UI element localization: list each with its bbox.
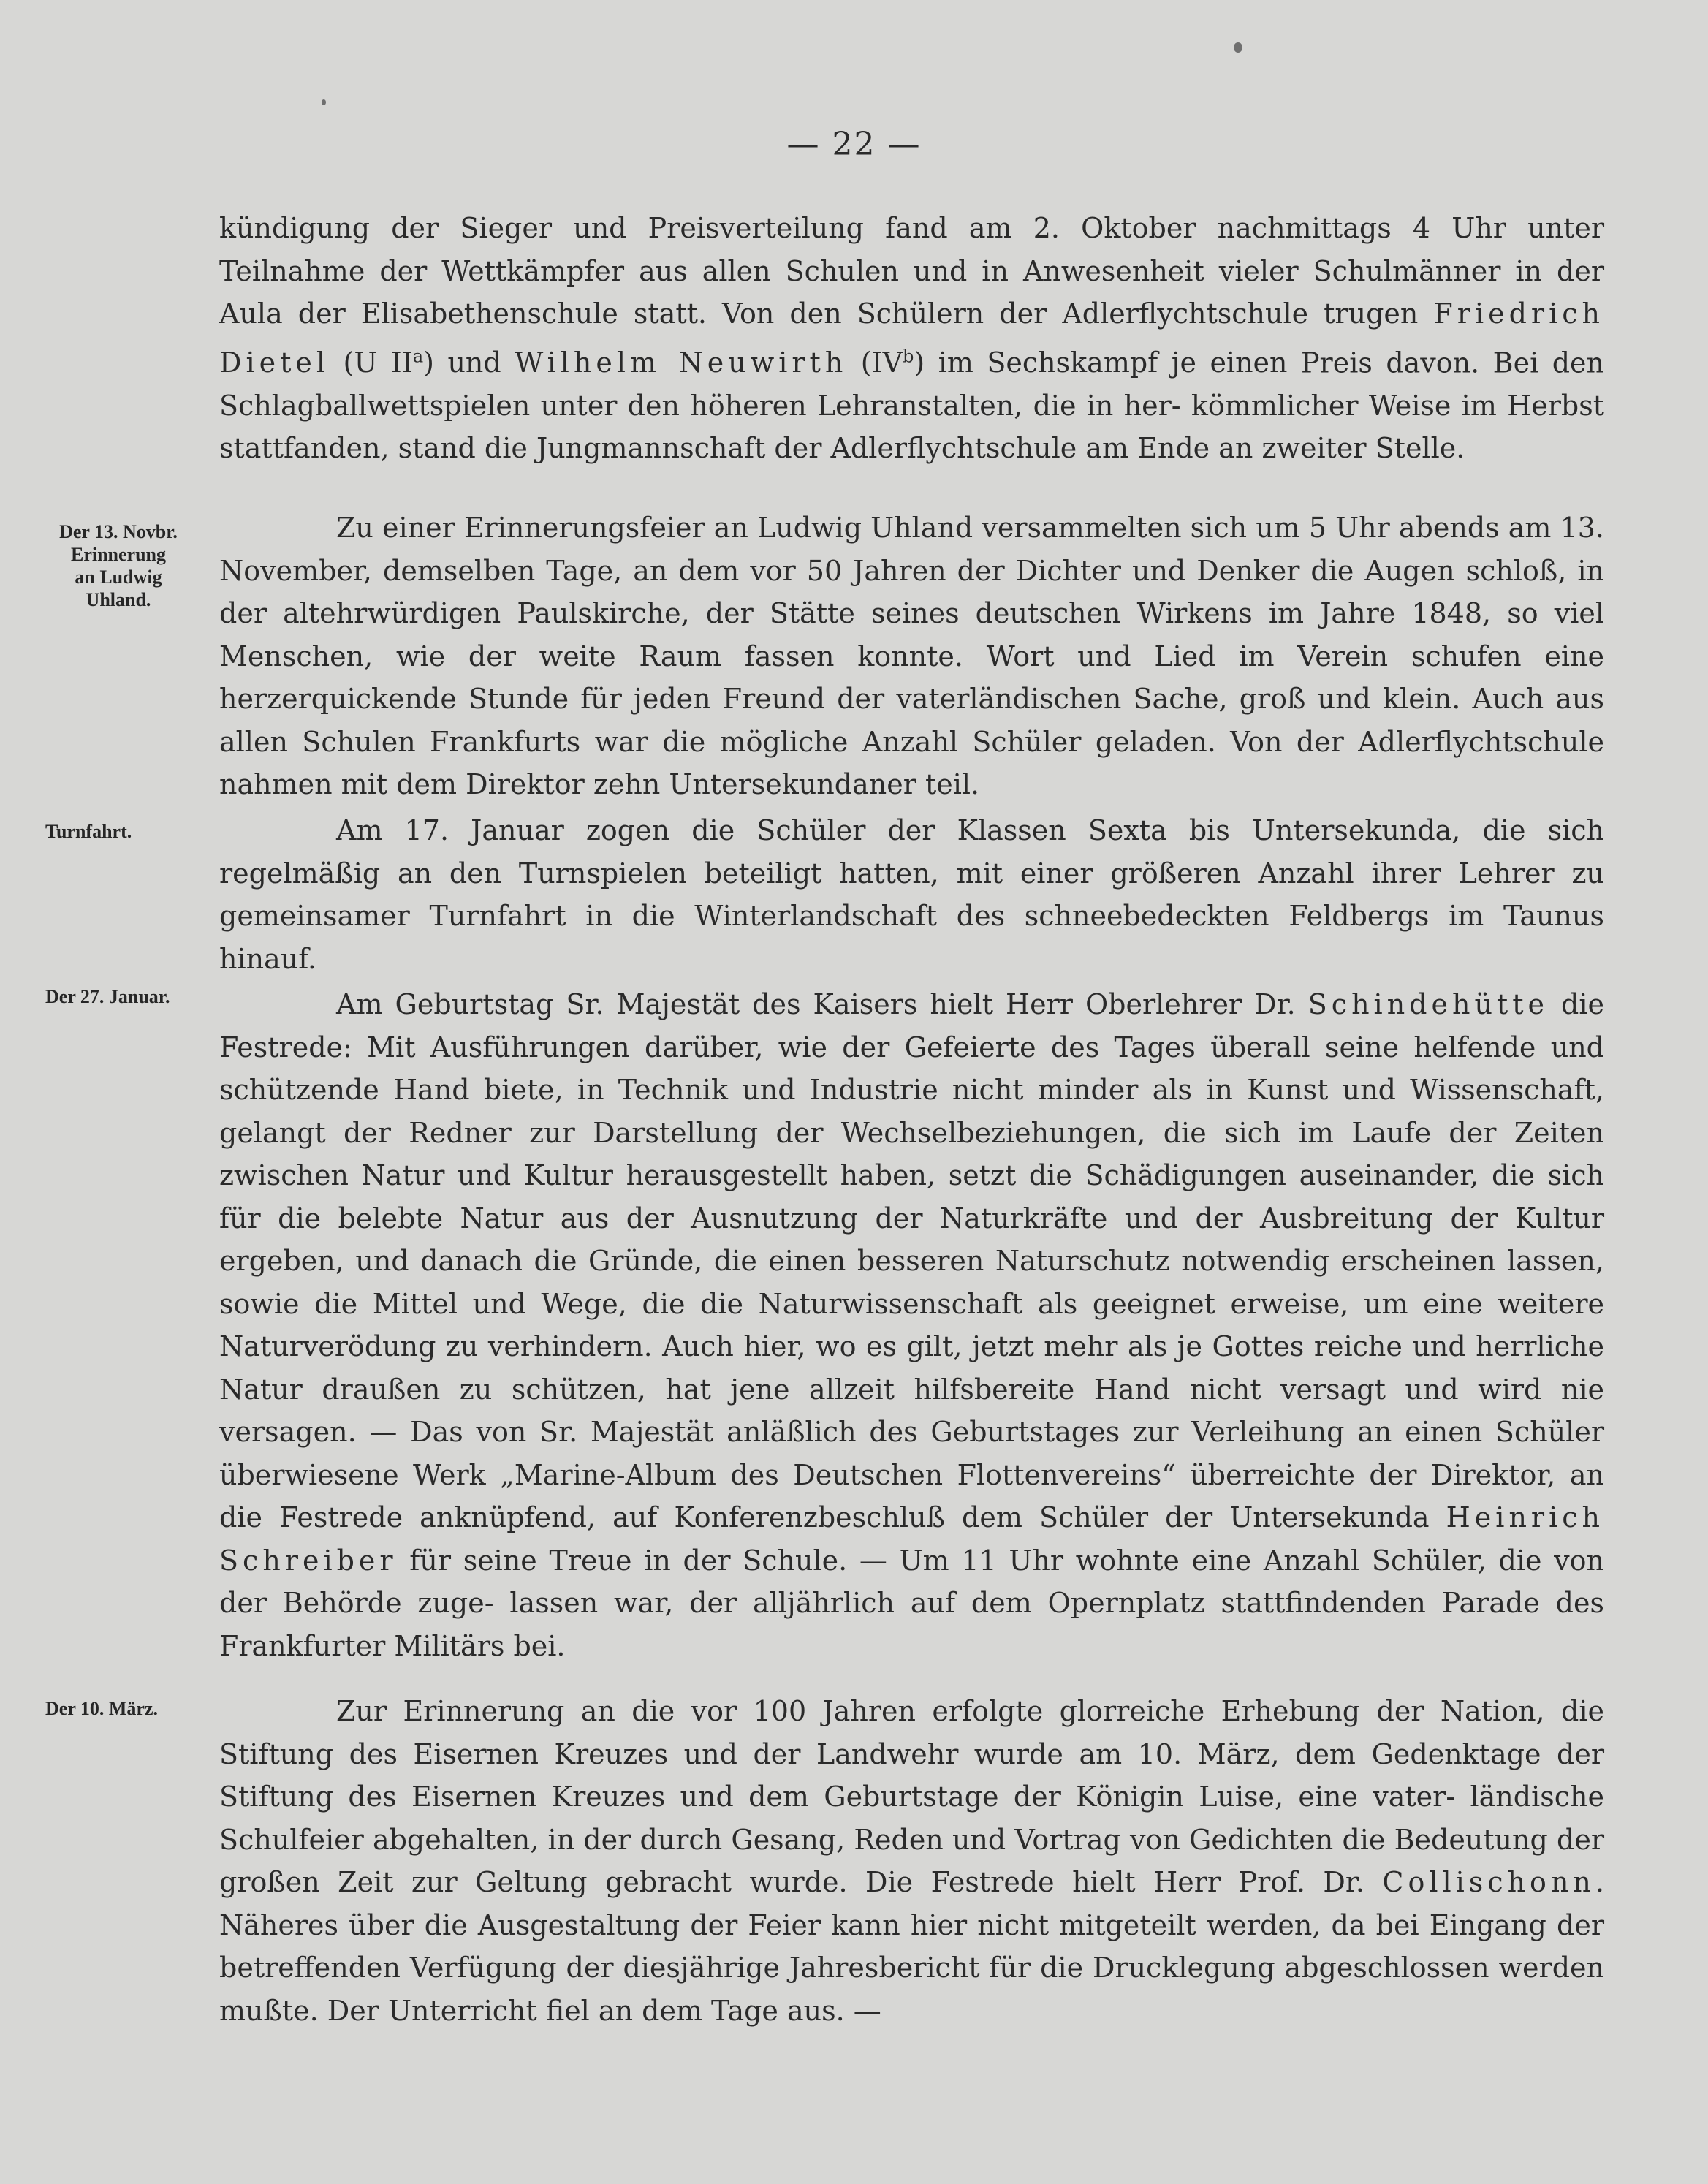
spaced-name: Heinrich Schreiber bbox=[219, 1501, 1604, 1577]
text-line bbox=[219, 255, 1542, 287]
text-segment: kündigung der Sieger und Preisverteilung fand am 2. Oktober nachmittags 4 Uhr unter bbox=[219, 212, 1604, 244]
paragraph bbox=[219, 507, 1604, 806]
text-segment: Zur Erinnerung an die vor 100 Jahren erfolgte glorreiche Erhebung der Nation, die bbox=[336, 1695, 1604, 1727]
text-block bbox=[219, 809, 1604, 980]
text-block bbox=[219, 1690, 1604, 2032]
text-segment: . Näheres über die Ausgestaltung der Feier kann hier nicht mitgeteilt bbox=[219, 1866, 1604, 1941]
text-segment: Taunus hinauf. bbox=[219, 900, 1604, 975]
margin-note-line: Der 13. Novbr. bbox=[59, 521, 178, 542]
text-segment: regelmäßig an den Turnspielen beteiligt hatten, mit einer größeren Anzahl ihrer Lehrer bbox=[219, 857, 1555, 890]
margin-note-line: Der 27. Januar. bbox=[45, 986, 170, 1007]
text-segment: Am Geburtstag Sr. Majestät des Kaisers hielt Herr Oberlehrer Dr. bbox=[336, 988, 1308, 1020]
text-segment: geeignet erweise, um eine weitere Naturverödung zu verhindern. Auch hier, wo es gilt, bbox=[219, 1287, 1604, 1362]
text-segment: die Bedeutung der großen Zeit zur Geltung gebracht wurde. Die Festrede hielt Herr Prof. bbox=[219, 1823, 1604, 1898]
text-segment: die Festrede: Mit Ausführungen darüber, wie der Gefeierte des Tages überall seine helfende bbox=[219, 988, 1604, 1063]
margin-note bbox=[45, 985, 206, 1008]
text-segment: des Geburtstages zur Verleihung an einen Schüler überwiesene Werk „Marine-Album des bbox=[219, 1416, 1604, 1491]
paragraph bbox=[219, 1690, 1604, 2032]
margin-note-line: Turnfahrt. bbox=[45, 821, 132, 842]
text-line bbox=[1085, 432, 1465, 464]
margin-note bbox=[45, 820, 206, 843]
text-segment: geladen. Von der Adlerflychtschule nahmen mit dem Direktor zehn Untersekundaner teil. bbox=[219, 725, 1604, 800]
print-speck bbox=[322, 99, 326, 105]
text-line bbox=[394, 1630, 565, 1662]
text-segment: Wissenschaft, gelangt der Redner zur Darstellung der Wechselbeziehungen, die sich im bbox=[219, 1074, 1604, 1149]
spaced-name: Friedrich Dietel bbox=[219, 297, 1604, 379]
text-segment: in der Schule. — Um 11 Uhr wohnte eine Anzahl Schüler, die von der Behörde zuge- bbox=[219, 1544, 1604, 1619]
superscript: a bbox=[412, 346, 424, 367]
text-segment: groß und klein. Auch aus allen Schulen Frankfurts war die mögliche Anzahl Schüler bbox=[219, 683, 1604, 758]
spaced-name: Wilhelm Neuwirth bbox=[515, 346, 848, 379]
text-line bbox=[336, 814, 1604, 846]
text-line bbox=[336, 512, 1500, 544]
text-segment: und schützende Hand biete, in Technik und Industrie nicht minder als in Kunst und bbox=[219, 1031, 1604, 1106]
text-segment: (IV bbox=[847, 346, 903, 379]
page-number: — 22 — bbox=[786, 126, 922, 163]
text-line bbox=[219, 857, 1555, 890]
text-segment: Am 17. Januar zogen die Schüler der Klassen Sexta bis Untersekunda, die sich bbox=[336, 814, 1604, 846]
text-segment: lassen war, der alljährlich auf dem Opernplatz stattfindenden Parade des Frankfurter bbox=[219, 1587, 1604, 1662]
text-segment: Militärs bei. bbox=[394, 1629, 566, 1662]
text-block bbox=[219, 507, 1604, 806]
text-block bbox=[219, 983, 1604, 1667]
text-segment: am Ende an zweiter Stelle. bbox=[1085, 432, 1465, 465]
text-segment: notwendig erscheinen lassen, sowie die Mittel und Wege, die die Naturwissenschaft als bbox=[219, 1245, 1604, 1320]
text-segment: ) und bbox=[423, 346, 515, 379]
text-segment: Deutschen Flottenvereins“ überreichte der Direktor, an die Festrede anknüpfend, auf bbox=[219, 1458, 1604, 1533]
text-line bbox=[219, 212, 1604, 244]
margin-note bbox=[45, 1697, 206, 1720]
text-segment: für seine Treue bbox=[397, 1544, 632, 1577]
spaced-name: Schindehütte bbox=[1307, 988, 1549, 1020]
text-segment: ländische Schulfeier abgehalten, in der durch Gesang, Reden und Vortrag von Gedichten bbox=[219, 1781, 1604, 1856]
text-line bbox=[336, 1695, 1604, 1727]
text-segment: zu gemeinsamer Turnfahrt in die Winterlandschaft des schneebedeckten Feldbergs im bbox=[219, 857, 1604, 932]
paragraph bbox=[219, 983, 1604, 1667]
text-segment: ) im Sechskampf je einen bbox=[914, 346, 1288, 379]
text-segment: Verein schufen eine herzerquickende Stunde für jeden Freund der vaterländischen Sache, bbox=[219, 640, 1604, 715]
text-segment: der Aula der Elisabethenschule statt. Von den Schülern der Adlerflychtschule trugen bbox=[219, 254, 1604, 330]
text-segment: Konferenzbeschluß dem Schüler der Untersekunda bbox=[674, 1501, 1446, 1533]
text-segment: am 13. November, demselben Tage, an dem vor 50 Jahren der Dichter und Denker die bbox=[219, 512, 1604, 587]
text-segment: der Stiftung des Eisernen Kreuzes und dem Geburtstage der Königin Luise, eine vater- bbox=[219, 1737, 1604, 1813]
superscript: b bbox=[903, 346, 914, 367]
paragraph bbox=[219, 809, 1604, 980]
paragraph bbox=[219, 207, 1604, 470]
text-block bbox=[219, 207, 1604, 470]
text-line bbox=[219, 1738, 1541, 1770]
text-segment: Teilnahme der Wettkämpfer aus allen Schulen und in Anwesenheit vieler Schulmänner in bbox=[219, 254, 1542, 287]
text-segment: Stiftung des Eisernen Kreuzes und der Landwehr wurde am 10. März, dem Gedenktage bbox=[219, 1737, 1541, 1770]
text-segment: (U II bbox=[330, 346, 413, 379]
text-segment: werden, da bei Eingang der betreffenden Verfügung der diesjährige Jahresbericht für bbox=[219, 1908, 1604, 1984]
spaced-name: Collischonn bbox=[1382, 1866, 1595, 1898]
text-segment: jetzt mehr als je Gottes reiche und herrliche Natur draußen zu schützen, hat jene allzeit bbox=[219, 1330, 1604, 1406]
margin-note-line: Der 10. März. bbox=[45, 1698, 159, 1719]
text-segment: Preis davon. Bei den Schlagballwettspielen unter den höheren Lehranstalten, die in her- bbox=[219, 346, 1604, 422]
text-segment: hilfsbereite Hand nicht versagt und wird nie versagen. — Das von Sr. Majestät anläßlich bbox=[219, 1373, 1604, 1448]
margin-note-line: an Ludwig bbox=[75, 566, 162, 588]
text-segment: Augen schloß, in der altehrwürdigen Paulskirche, der Stätte seines deutschen Wirkens im bbox=[219, 554, 1604, 629]
margin-note bbox=[45, 520, 191, 611]
text-segment: Ausbreitung der Kultur ergeben, und danach die Gründe, die einen besseren Naturschutz bbox=[219, 1202, 1604, 1277]
text-segment: auseinander, die sich für die belebte Natur aus der Ausnutzung der Naturkräfte und der bbox=[219, 1159, 1604, 1235]
text-segment: Jahre 1848, so viel Menschen, wie der weite Raum fassen konnte. Wort und Lied im bbox=[219, 597, 1604, 672]
margin-note-line: Erinnerung bbox=[70, 544, 167, 565]
text-segment: kömmlicher Weise im Herbst stattfanden, stand die Jungmannschaft der Adlerflychtschule bbox=[219, 389, 1604, 465]
text-line bbox=[336, 988, 1549, 1020]
margin-note-line: Uhland. bbox=[86, 589, 151, 610]
print-speck bbox=[1234, 42, 1242, 53]
text-segment: Dr. bbox=[1323, 1866, 1383, 1898]
text-segment: Laufe der Zeiten zwischen Natur und Kultur herausgestellt haben, setzt die Schädigungen bbox=[219, 1116, 1604, 1191]
text-segment: die Drucklegung abgeschlossen werden mußte. Der Unterricht fiel an dem Tage aus. — bbox=[219, 1952, 1604, 2027]
text-segment: Zu einer Erinnerungsfeier an Ludwig Uhland versammelten sich um 5 Uhr abends bbox=[336, 512, 1500, 544]
